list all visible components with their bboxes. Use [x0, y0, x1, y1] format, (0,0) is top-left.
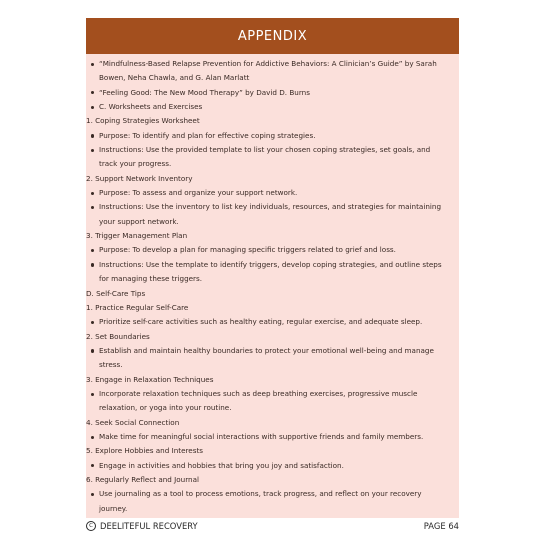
section-line: 4. Seek Social Connection: [86, 417, 180, 427]
section-line: 1. Practice Regular Self-Care: [86, 302, 189, 312]
section-line: 5. Explore Hobbies and Interests: [86, 446, 204, 456]
text-lines: [86, 57, 459, 516]
bullet-continuation: relaxation, or yoga into your routine.: [99, 403, 232, 413]
bullet-item: Instructions: Use the inventory to list key individuals, resources, and strategies for maintaining: [86, 200, 459, 214]
page-number: PAGE 64: [423, 521, 459, 531]
bullet-continuation: Bowen, Neha Chawla, and G. Alan Marlatt: [99, 73, 250, 83]
bullet-continuation: for managing these triggers.: [99, 274, 203, 284]
section-line: 3. Trigger Management Plan: [86, 231, 188, 241]
section-line: 2. Support Network Inventory: [86, 173, 193, 183]
bullet-item: Purpose: To identify and plan for effective coping strategies.: [86, 129, 459, 143]
bullet-continuation: your support network.: [99, 216, 179, 226]
bullet-item: “Feeling Good: The New Mood Therapy” by David D. Burns: [86, 86, 459, 100]
document-page: [86, 18, 459, 518]
bullet-continuation: track your progress.: [99, 159, 172, 169]
copyright-icon: C: [86, 521, 96, 531]
brand-name: DEELITEFUL RECOVERY: [100, 521, 198, 531]
bullet-item: Prioritize self-care activities such as healthy eating, regular exercise, and adequate sleep.: [86, 315, 459, 329]
bullet-item: Instructions: Use the provided template to list your chosen coping strategies, set goals, and: [86, 143, 459, 157]
bullet-item: Purpose: To assess and organize your support network.: [86, 186, 459, 200]
bullet-item: Incorporate relaxation techniques such as deep breathing exercises, progressive muscle: [86, 387, 459, 401]
page-title: APPENDIX: [237, 28, 308, 44]
section-line: 1. Coping Strategies Worksheet: [86, 116, 200, 126]
bullet-item: Purpose: To develop a plan for managing specific triggers related to grief and loss.: [86, 243, 459, 257]
section-line: D. Self-Care Tips: [86, 288, 146, 298]
bullet-continuation: journey.: [99, 503, 128, 513]
bullet-item: Engage in activities and hobbies that bring you joy and satisfaction.: [86, 459, 459, 473]
appendix-header: [86, 18, 459, 54]
section-line: 6. Regularly Reflect and Journal: [86, 474, 200, 484]
footer-brand: [86, 521, 198, 531]
bullet-continuation: stress.: [99, 360, 123, 370]
bullet-item: Use journaling as a tool to process emotions, track progress, and reflect on your recovery: [86, 487, 459, 501]
section-line: 2. Set Boundaries: [86, 331, 150, 341]
page-footer: [86, 519, 459, 535]
section-line: 3. Engage in Relaxation Techniques: [86, 374, 214, 384]
bullet-item: “Mindfulness-Based Relapse Prevention for Addictive Behaviors: A Clinician’s Guide” by Sarah: [86, 57, 459, 71]
bullet-item: C. Worksheets and Exercises: [86, 100, 459, 114]
bullet-item: Instructions: Use the template to identify triggers, develop coping strategies, and outline steps: [86, 258, 459, 272]
bullet-item: Make time for meaningful social interactions with supportive friends and family members.: [86, 430, 459, 444]
bullet-item: Establish and maintain healthy boundaries to protect your emotional well-being and manage: [86, 344, 459, 358]
content-panel: [86, 54, 459, 518]
